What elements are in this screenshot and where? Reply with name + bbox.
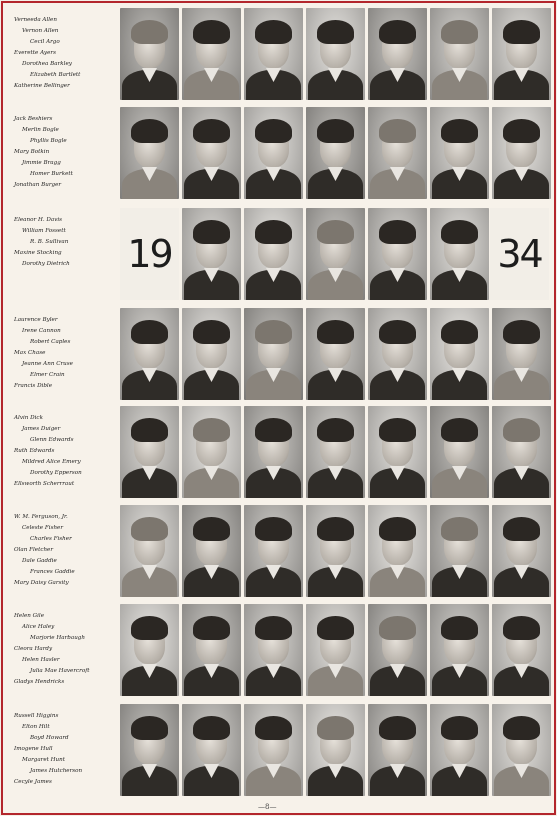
student-name: Jeanne Ann Cruse bbox=[22, 361, 73, 367]
student-name: Cecyle James bbox=[14, 779, 52, 785]
student-portrait bbox=[244, 308, 303, 400]
student-name: Dale Gaddie bbox=[22, 558, 57, 564]
student-portrait bbox=[120, 406, 179, 498]
student-name: R. B. Sullivan bbox=[30, 239, 69, 245]
names-list bbox=[14, 215, 118, 270]
student-name: Irene Cannon bbox=[22, 328, 61, 334]
student-name: Helen Gile bbox=[14, 613, 45, 619]
student-portrait bbox=[368, 704, 427, 796]
student-name: Dorothea Barkley bbox=[22, 61, 72, 67]
student-name: Ruth Edwards bbox=[14, 448, 55, 454]
student-portrait bbox=[430, 107, 489, 199]
student-name: Phyllis Bogle bbox=[30, 138, 67, 144]
student-portrait bbox=[306, 604, 365, 696]
student-name: Maxine Stocking bbox=[14, 250, 62, 256]
student-portrait bbox=[244, 505, 303, 597]
page-number: —8— bbox=[258, 803, 277, 811]
student-portrait bbox=[120, 107, 179, 199]
student-portrait bbox=[182, 704, 241, 796]
student-portrait bbox=[368, 604, 427, 696]
student-name: Boyd Howard bbox=[30, 735, 69, 741]
student-name: Elmer Crain bbox=[30, 372, 65, 378]
year-right: 34 bbox=[497, 232, 542, 276]
student-name: Glenn Edwards bbox=[30, 437, 74, 443]
student-name: Marjorie Harbaugh bbox=[30, 635, 85, 641]
student-portrait bbox=[182, 107, 241, 199]
student-portrait bbox=[368, 406, 427, 498]
names-list bbox=[14, 611, 118, 688]
student-name: Vernon Allen bbox=[22, 28, 59, 34]
student-name: Imogene Hull bbox=[14, 746, 53, 752]
student-portrait bbox=[244, 604, 303, 696]
student-name: Frances Gaddie bbox=[30, 569, 75, 575]
names-list bbox=[14, 413, 118, 490]
student-name: Merlin Bogle bbox=[22, 127, 59, 133]
student-name: W. M. Ferguson, Jr. bbox=[14, 514, 68, 520]
year-right-panel bbox=[490, 208, 549, 300]
student-name: Everette Ayers bbox=[14, 50, 56, 56]
student-portrait bbox=[492, 8, 551, 100]
student-name: Charles Fisher bbox=[30, 536, 72, 542]
student-name: Olan Fletcher bbox=[14, 547, 54, 553]
student-name: Margaret Hunt bbox=[22, 757, 65, 763]
student-name: Ellsworth Scherrraut bbox=[14, 481, 75, 487]
student-name: Mary Botkin bbox=[14, 149, 50, 155]
student-portrait bbox=[430, 604, 489, 696]
student-portrait bbox=[120, 308, 179, 400]
year-left-panel bbox=[120, 208, 179, 300]
student-portrait bbox=[306, 107, 365, 199]
student-portrait bbox=[368, 8, 427, 100]
student-portrait bbox=[244, 704, 303, 796]
student-name: Jonathan Burger bbox=[14, 182, 62, 188]
student-portrait bbox=[244, 8, 303, 100]
student-portrait bbox=[306, 406, 365, 498]
student-name: Dorothy Epperson bbox=[30, 470, 82, 476]
names-list bbox=[14, 315, 118, 392]
student-portrait bbox=[306, 308, 365, 400]
student-name: Jimmie Bragg bbox=[22, 160, 61, 166]
student-name: Homer Burkett bbox=[30, 171, 73, 177]
student-name: Verneeda Allen bbox=[14, 17, 57, 23]
student-portrait bbox=[182, 604, 241, 696]
student-name: Cecil Argo bbox=[30, 39, 60, 45]
names-list bbox=[14, 512, 118, 589]
student-portrait bbox=[492, 107, 551, 199]
student-name: Julia Mae Havercroft bbox=[30, 668, 90, 674]
student-portrait bbox=[306, 208, 365, 300]
student-portrait bbox=[368, 107, 427, 199]
student-portrait bbox=[368, 308, 427, 400]
student-name: Alvin Dick bbox=[14, 415, 43, 421]
student-name: Elizabeth Bartlett bbox=[30, 72, 81, 78]
student-portrait bbox=[120, 505, 179, 597]
student-portrait bbox=[492, 308, 551, 400]
student-portrait bbox=[492, 505, 551, 597]
student-name: Laurence Byler bbox=[14, 317, 58, 323]
student-name: Eleanor H. Davis bbox=[14, 217, 63, 223]
student-name: Russell Higgins bbox=[14, 713, 59, 719]
student-name: Mildred Alice Emery bbox=[22, 459, 81, 465]
student-portrait bbox=[182, 505, 241, 597]
student-portrait bbox=[306, 505, 365, 597]
student-name: Elton Hilt bbox=[22, 724, 50, 730]
names-list bbox=[14, 114, 118, 191]
student-portrait bbox=[306, 8, 365, 100]
student-portrait bbox=[120, 604, 179, 696]
student-name: Max Chase bbox=[14, 350, 46, 356]
student-portrait bbox=[182, 308, 241, 400]
student-portrait bbox=[430, 208, 489, 300]
student-portrait bbox=[430, 406, 489, 498]
student-portrait bbox=[182, 8, 241, 100]
student-portrait bbox=[182, 406, 241, 498]
student-portrait bbox=[430, 308, 489, 400]
student-name: Mary Daisy Garsity bbox=[14, 580, 69, 586]
student-portrait bbox=[430, 8, 489, 100]
student-portrait bbox=[492, 406, 551, 498]
student-portrait bbox=[306, 704, 365, 796]
student-portrait bbox=[182, 208, 241, 300]
student-name: Cleora Hardy bbox=[14, 646, 53, 652]
names-list bbox=[14, 711, 118, 788]
names-list bbox=[14, 15, 118, 92]
student-name: Francis Dible bbox=[14, 383, 53, 389]
year-left: 19 bbox=[127, 232, 172, 276]
student-name: Dorothy Dietrich bbox=[22, 261, 70, 267]
student-portrait bbox=[430, 704, 489, 796]
student-name: Celeste Fisher bbox=[22, 525, 64, 531]
student-name: James Duiger bbox=[22, 426, 61, 432]
student-name: Jack Beshiers bbox=[14, 116, 53, 122]
student-portrait bbox=[244, 208, 303, 300]
student-name: Robert Caples bbox=[30, 339, 71, 345]
student-portrait bbox=[244, 406, 303, 498]
student-portrait bbox=[368, 208, 427, 300]
student-portrait bbox=[492, 604, 551, 696]
student-portrait bbox=[492, 704, 551, 796]
student-name: James Hutcherson bbox=[30, 768, 83, 774]
student-name: Alice Haley bbox=[22, 624, 55, 630]
student-portrait bbox=[120, 704, 179, 796]
student-name: William Fossett bbox=[22, 228, 66, 234]
student-name: Katherine Bellinger bbox=[14, 83, 70, 89]
student-name: Gladys Hendricks bbox=[14, 679, 65, 685]
student-portrait bbox=[430, 505, 489, 597]
student-portrait bbox=[368, 505, 427, 597]
student-portrait bbox=[120, 8, 179, 100]
student-name: Helen Hasler bbox=[22, 657, 60, 663]
student-portrait bbox=[244, 107, 303, 199]
